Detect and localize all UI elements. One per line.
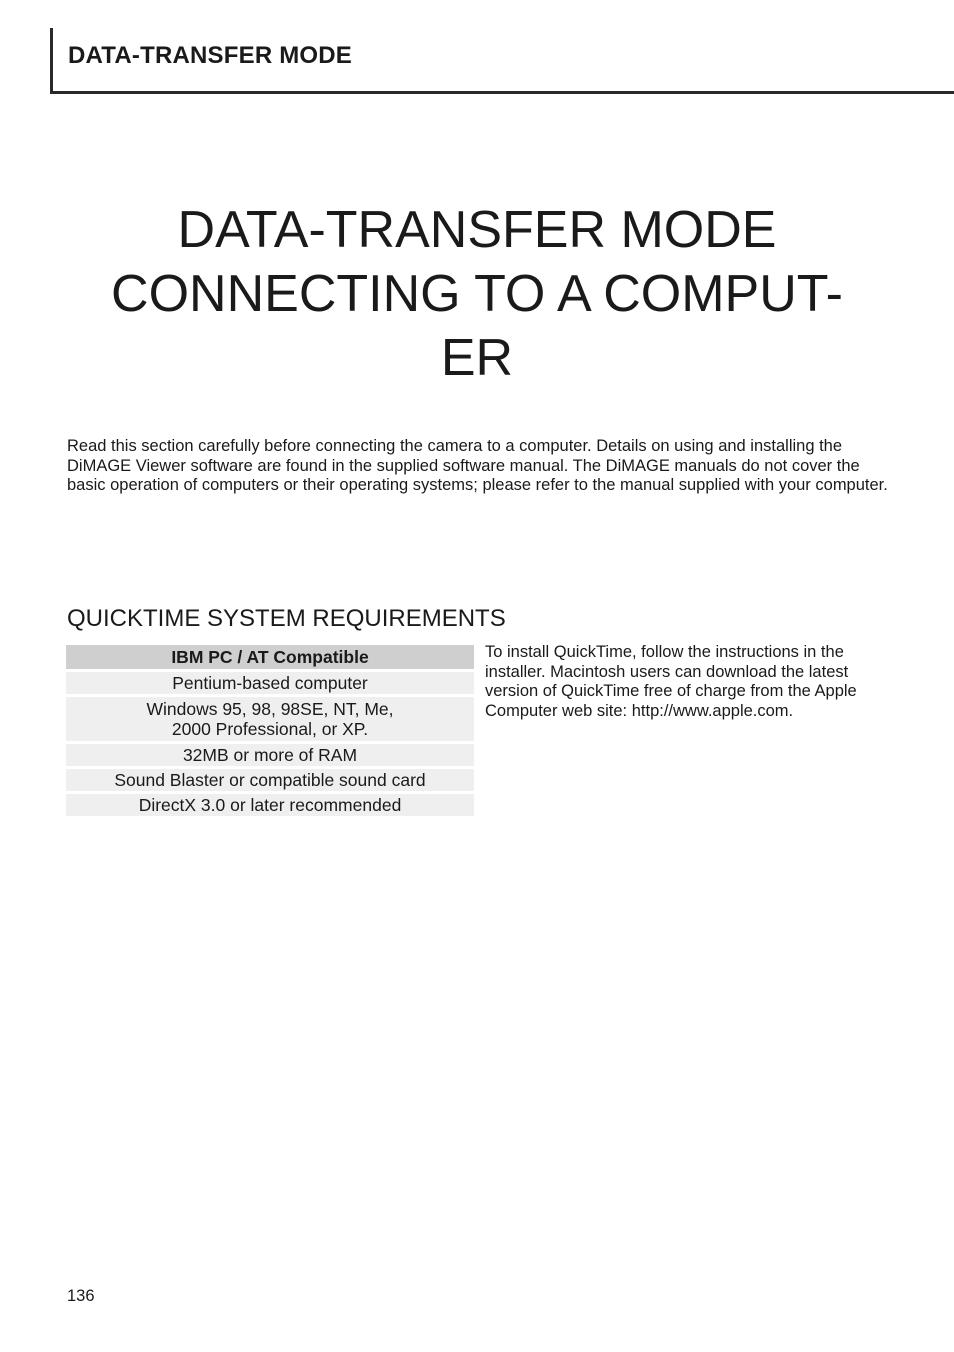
- requirements-table-header: IBM PC / AT Compatible: [66, 645, 474, 669]
- page-number: 136: [67, 1287, 95, 1305]
- page-title-line-3: ER: [440, 329, 514, 387]
- page-title-line-1: DATA-TRANSFER MODE: [177, 201, 777, 259]
- install-note-paragraph: To install QuickTime, follow the instructions in the installer. Macintosh users can download the latest version of QuickTime free of charge from the Apple Computer web site: http://www.apple.com.: [485, 643, 857, 720]
- requirements-row: Sound Blaster or compatible sound card: [66, 769, 474, 791]
- requirements-row: Pentium-based computer: [66, 672, 474, 694]
- section-heading-quicktime: QUICKTIME SYSTEM REQUIREMENTS: [67, 605, 506, 632]
- requirements-row: 32MB or more of RAM: [66, 744, 474, 766]
- page-title-line-2: CONNECTING TO A COMPUT-: [111, 265, 843, 323]
- running-header: [50, 28, 954, 94]
- page-title: [60, 198, 894, 390]
- requirements-table: [66, 645, 474, 819]
- intro-paragraph: Read this section carefully before connecting the camera to a computer. Details on using and installing the DiMAGE Viewer software are found in the supplied software manual. The DiMAGE manuals do not cover the basic operation of computers or their operating systems; please refer to the manual supplied with your computer.: [67, 437, 888, 494]
- requirements-row: DirectX 3.0 or later recommended: [66, 794, 474, 816]
- requirements-row: Windows 95, 98, 98SE, NT, Me, 2000 Professional, or XP.: [66, 697, 474, 741]
- running-header-title: DATA-TRANSFER MODE: [68, 42, 353, 69]
